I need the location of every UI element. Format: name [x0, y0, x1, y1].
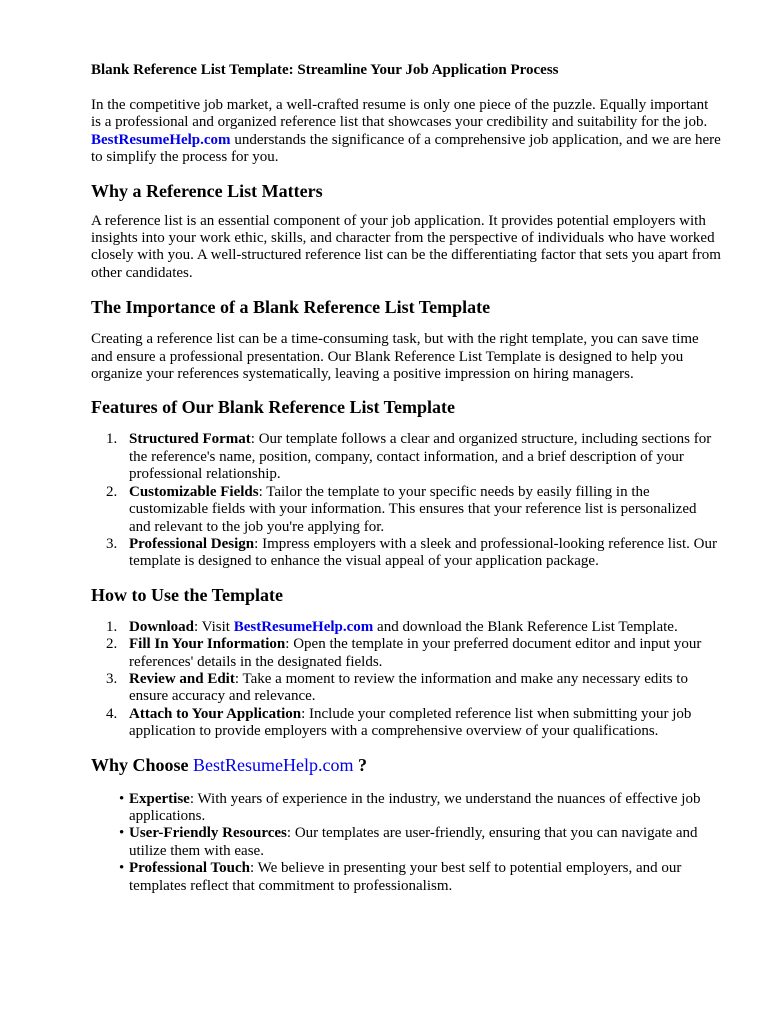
list-term: Download: [129, 618, 195, 635]
download-site-link[interactable]: BestResumeHelp.com: [233, 618, 374, 635]
list-item: [91, 791, 721, 826]
list-sep: :: [250, 431, 255, 448]
importance-paragraph: Creating a reference list can be a time-consuming task, but with the right template, you can save time and ensure a professional presentation. Our Blank Reference List Template is designed to help you organize your references systematically, leaving a positive impression on hiring managers.: [91, 331, 699, 383]
list-term: Structured Format: [129, 431, 251, 448]
list-text: Include your completed reference list when submitting your job application to provide employers with a comprehensive overview of your qualifications.: [129, 705, 692, 740]
list-number: 2.: [106, 483, 118, 500]
list-text: With years of experience in the industry, we understand the nuances of effective job applications.: [129, 790, 701, 824]
heading-features: Features of Our Blank Reference List Template: [91, 397, 455, 418]
list-text: Tailor the template to your specific needs by easily filling in the customizable fields with your information. This ensures that your reference list is personalized and relevant to the job you're applying for.: [129, 483, 697, 535]
list-item: [91, 536, 721, 571]
heading-why-reference-list: Why a Reference List Matters: [91, 180, 323, 201]
list-item: [91, 860, 721, 895]
bullet-icon: •: [119, 860, 125, 877]
list-item: [91, 671, 721, 706]
list-item: [91, 431, 721, 483]
document-page: [91, 52, 721, 895]
list-number: 1.: [106, 618, 118, 635]
why-paragraph: A reference list is an essential component of your job application. It provides potential employers with insights into your work ethic, skills, and character from the perspective of individuals who have worked closely with you. A well-structured reference list can be the differentiating factor that sets you apart from other candidates.: [91, 212, 721, 281]
heading-site-link[interactable]: BestResumeHelp.com: [193, 754, 354, 775]
list-text: Our template follows a clear and organized structure, including sections for the reference's name, position, company, contact information, and a brief description of your professional relationship.: [129, 431, 712, 483]
list-sep: :: [258, 483, 263, 500]
intro-text-after: understands the significance of a comprehensive job application, and we are here to simplify the process for you.: [91, 131, 721, 166]
list-sep: :: [189, 790, 194, 807]
bullet-icon: •: [119, 790, 125, 807]
heading-why-choose: [91, 754, 721, 776]
list-number: 1.: [106, 431, 118, 448]
list-number: 2.: [106, 636, 118, 653]
list-term: Professional Touch: [129, 860, 251, 877]
list-item: [91, 636, 721, 671]
list-text: Open the template in your preferred document editor and input your references' details in the designated fields.: [129, 636, 702, 670]
list-pre: Visit: [198, 618, 234, 635]
list-term: Review and Edit: [129, 670, 235, 687]
list-term: Fill In Your Information: [129, 636, 286, 653]
list-sep: :: [301, 705, 306, 722]
why-choose-list: [91, 791, 721, 895]
list-term: Professional Design: [129, 535, 255, 552]
list-sep: :: [194, 618, 199, 635]
list-sep: :: [285, 636, 290, 653]
heading-importance: The Importance of a Blank Reference List Template: [91, 297, 491, 318]
list-number: 3.: [106, 670, 118, 687]
list-item: [91, 825, 721, 860]
intro-paragraph: [91, 97, 721, 167]
list-number: 4.: [106, 705, 118, 722]
intro-text-before: In the competitive job market, a well-crafted resume is only one piece of the puzzle. Equally important is a professional and organized reference list that showcases your credibility and suitability for the job.: [91, 97, 709, 131]
list-text: We believe in presenting your best self to potential employers, and our templates reflect that commitment to professionalism.: [129, 860, 682, 894]
list-text: and download the Blank Reference List Template.: [373, 618, 678, 635]
intro-site-link[interactable]: BestResumeHelp.com: [91, 131, 231, 148]
list-item: [91, 484, 721, 536]
list-sep: :: [286, 825, 292, 842]
list-sep: :: [254, 535, 259, 552]
heading-how-to-use: How to Use the Template: [91, 584, 283, 605]
list-term: User-Friendly Resources: [129, 825, 287, 842]
list-sep: :: [234, 670, 240, 687]
heading-why-choose-after: ?: [353, 754, 367, 775]
heading-why-choose-before: Why Choose: [91, 754, 194, 775]
how-to-list: [91, 619, 721, 741]
list-text: Impress employers with a sleek and professional-looking reference list. Our template is designed to enhance the visual appeal of your application package.: [129, 535, 717, 570]
list-sep: :: [250, 860, 255, 877]
list-term: Customizable Fields: [129, 483, 259, 500]
document-title: Blank Reference List Template: Streamline Your Job Application Process: [91, 62, 559, 78]
list-item: [91, 619, 721, 636]
list-number: 3.: [106, 535, 118, 552]
list-term: Expertise: [129, 790, 190, 807]
features-list: [91, 431, 721, 570]
list-text: Our templates are user-friendly, ensuring that you can navigate and utilize them with ease.: [129, 825, 698, 859]
bullet-icon: •: [119, 825, 125, 842]
list-term: Attach to Your Application: [129, 705, 302, 722]
list-text: Take a moment to review the information and make any necessary edits to ensure accuracy and relevance.: [129, 670, 688, 705]
list-item: [91, 706, 721, 741]
